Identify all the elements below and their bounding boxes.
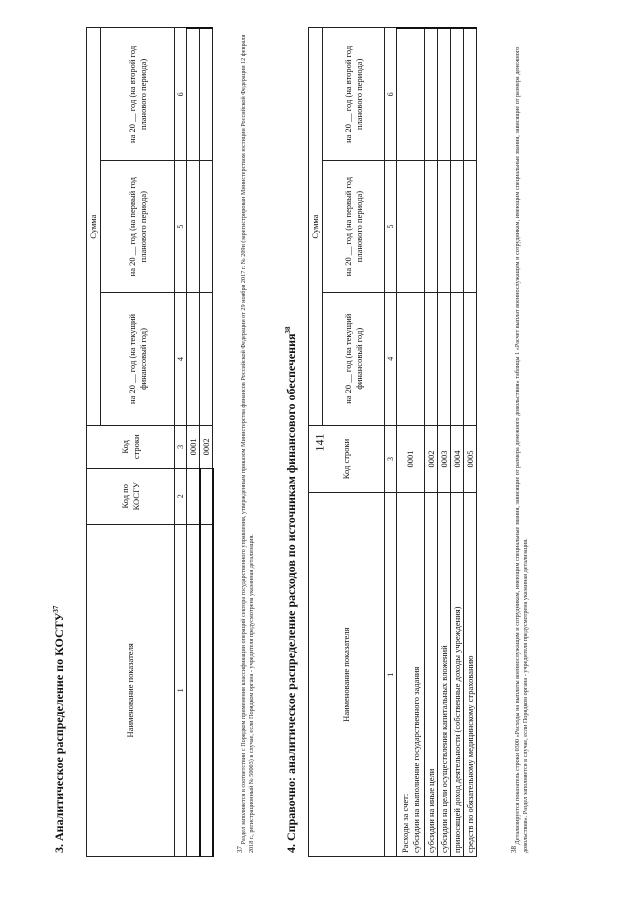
s4-idx: 4	[385, 292, 397, 425]
s4-cell[interactable]	[463, 28, 476, 161]
s4-row-code: 0002	[424, 425, 437, 493]
s4-row-code: 0003	[437, 425, 450, 493]
table-row	[200, 28, 213, 857]
section3-footnote: $^{37}$ Раздел заполняется в соответствии с Порядком применения классификации операций сектора государственного управления, утвержденным приказом Министерства финансов Российской Федерации от 29 ноября 2017 г. № 209н (зарегистрирован Министерством юстиции Российской Федерации 12 февраля 2018 г., регистрационный № 50003) в случае, если Порядком органа - учредителя предусмотрена указанная детализация.	[236, 34, 256, 853]
s4-index-row	[385, 28, 397, 857]
s4-cell[interactable]	[437, 292, 450, 425]
s3-cell[interactable]	[200, 524, 213, 856]
s3-header-kosgu: Код по КОСГУ	[87, 468, 175, 524]
s4-cell[interactable]	[424, 28, 437, 161]
s3-header-code: Код строки	[87, 425, 175, 468]
s4-row-label: средств по обязательному медицинскому страхованию	[463, 493, 476, 857]
s3-cell[interactable]	[200, 28, 213, 161]
s3-header-name: Наименование показателя	[87, 524, 175, 856]
section4-title: 4. Справочно: аналитическое распределение расходов по источникам финансового обеспечения$^{38}$	[284, 326, 298, 853]
section4-footnote: $^{38}$ Детализируется показатель строки 0300 «Расходы на выплаты военнослужащим и сотрудникам, имеющим специальные звания, зависящие от размера денежного довольствия» таблицы 1 «Расчет выплат военнослужащим и сотрудникам, имеющим специальные звания, зависящие от размера денежного довольствия». Раздел заполняется в случае, если Порядком органа - учредителя предусмотрена указанная детализация.	[510, 46, 530, 853]
s4-row-code: 0001	[397, 425, 425, 493]
s4-idx: 1	[385, 493, 397, 857]
s4-header-name: Наименование показателя	[309, 493, 385, 857]
table-row	[397, 28, 425, 857]
s3-cell[interactable]	[187, 161, 200, 293]
s3-cell[interactable]	[187, 524, 200, 856]
s4-header-col4: на 20 __ год (на текущий финансовый год)	[323, 292, 385, 425]
s4-row-label: субсидии на цели осуществления капитальных вложений	[437, 493, 450, 857]
s4-header-sum: Сумма	[309, 28, 323, 425]
section4-table	[308, 27, 477, 857]
s4-row-label-main: Расходы за счет:	[400, 793, 410, 853]
s4-cell[interactable]	[424, 161, 437, 293]
s4-cell[interactable]	[437, 161, 450, 293]
s4-cell[interactable]	[397, 28, 425, 161]
s3-idx: 3	[175, 425, 187, 468]
s4-row-label	[397, 493, 425, 857]
s4-header-code: Код строки	[309, 425, 385, 493]
s4-idx: 5	[385, 161, 397, 293]
s4-row-code: 0004	[450, 425, 463, 493]
s3-cell[interactable]	[200, 161, 213, 293]
s4-row-label-sub: субсидии на выполнение государственного задания	[411, 666, 422, 853]
section3-title: 3. Аналитическое распределение по КОСТУ$^{37}$	[52, 605, 66, 853]
s3-cell[interactable]	[187, 468, 200, 524]
s4-cell[interactable]	[450, 28, 463, 161]
s3-idx: 1	[175, 524, 187, 856]
s3-idx: 4	[175, 293, 187, 426]
s4-row-code: 0005	[463, 425, 476, 493]
table-row	[450, 28, 463, 857]
s3-idx: 5	[175, 161, 187, 293]
s4-cell[interactable]	[397, 292, 425, 425]
table-row	[437, 28, 450, 857]
s4-header-col6: на 20 __ год (на второй год планового периода)	[323, 28, 385, 161]
s3-index-row	[175, 28, 187, 857]
s3-cell[interactable]	[200, 468, 213, 524]
s3-idx: 6	[175, 28, 187, 161]
table-row	[187, 28, 200, 857]
s4-row-label: приносящей доход деятельности (собственные доходы учреждения)	[450, 493, 463, 857]
s4-cell[interactable]	[463, 292, 476, 425]
s4-cell[interactable]	[397, 161, 425, 293]
s3-header-col6: на 20 __ год (на второй год планового периода)	[101, 28, 175, 161]
table-row	[424, 28, 437, 857]
section3-table	[86, 27, 214, 857]
s4-cell[interactable]	[424, 292, 437, 425]
s3-row-code: 0002	[200, 425, 213, 468]
s4-header-col5: на 20 __ год (на первый год планового периода)	[323, 161, 385, 293]
s3-header-col4: на 20 __ год (на текущий финансовый год)	[101, 293, 175, 426]
s3-cell[interactable]	[200, 293, 213, 426]
s4-row-label: субсидии на иные цели	[424, 493, 437, 857]
s3-row-code: 0001	[187, 425, 200, 468]
s3-cell[interactable]	[187, 293, 200, 426]
s4-cell[interactable]	[437, 28, 450, 161]
page-number: 141	[312, 433, 327, 452]
s3-header-sum: Сумма	[87, 28, 101, 425]
s3-idx: 2	[175, 468, 187, 524]
s3-header-col5: на 20 __ год (на первый год планового периода)	[101, 161, 175, 293]
s4-idx: 6	[385, 28, 397, 161]
table-row	[463, 28, 476, 857]
s4-cell[interactable]	[463, 161, 476, 293]
s4-cell[interactable]	[450, 161, 463, 293]
s4-idx: 3	[385, 425, 397, 493]
s4-cell[interactable]	[450, 292, 463, 425]
s3-cell[interactable]	[187, 28, 200, 161]
